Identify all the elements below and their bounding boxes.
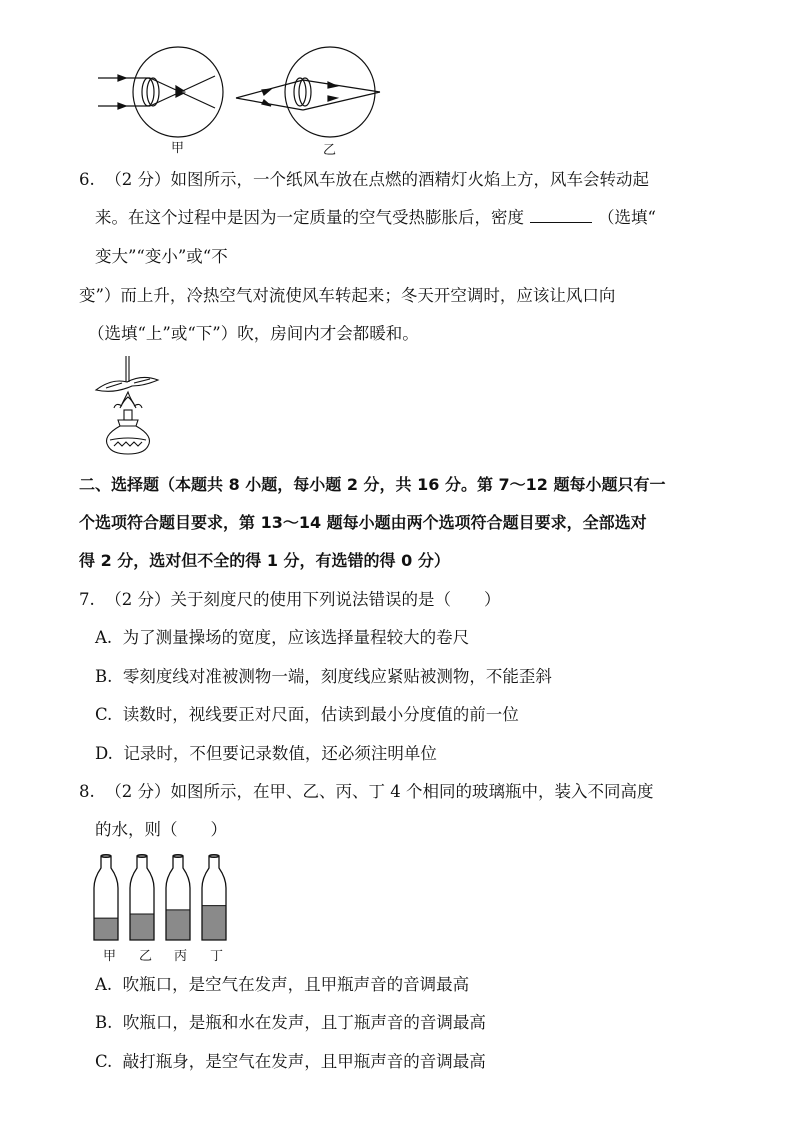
q6-line2-tail: （选填“ bbox=[598, 208, 656, 227]
pinwheel-lamp-figure bbox=[92, 352, 162, 460]
bottles-figure bbox=[88, 852, 248, 944]
q8-stem-line2: 的水，则（ ） bbox=[95, 820, 227, 839]
q7-option-a: A. 为了测量操场的宽度，应该选择量程较大的卷尺 bbox=[95, 628, 470, 647]
q7-stem: 7. （2 分）关于刻度尺的使用下列说法错误的是（ ） bbox=[79, 590, 501, 609]
bottle-ding bbox=[202, 855, 226, 941]
q8-stem-line1: 8. （2 分）如图所示，在甲、乙、丙、丁 4 个相同的玻璃瓶中，装入不同高度 bbox=[79, 782, 654, 801]
bottle-bing bbox=[166, 855, 190, 941]
q6-line5: （选填“上”或“下”）吹，房间内才会都暖和。 bbox=[88, 324, 419, 343]
q8-option-c: C. 敲打瓶身，是空气在发声，且甲瓶声音的音调最高 bbox=[95, 1052, 486, 1071]
bottle-water bbox=[130, 914, 154, 940]
bottle-water bbox=[94, 918, 118, 940]
bottle-water bbox=[202, 906, 226, 940]
q6-line2 bbox=[95, 208, 656, 228]
bottle-label-yi: 乙 bbox=[139, 949, 153, 964]
bottle-jia bbox=[94, 855, 118, 941]
q8-option-a: A. 吹瓶口，是空气在发声，且甲瓶声音的音调最高 bbox=[95, 975, 470, 994]
section2-heading-line2: 个选项符合题目要求，第 13～14 题每小题由两个选项符合题目要求，全部选对 bbox=[79, 513, 647, 532]
q7-option-c: C. 读数时，视线要正对尺面，估读到最小分度值的前一位 bbox=[95, 705, 519, 724]
eye-left-label: 甲 bbox=[171, 141, 185, 156]
eye-left-diagram bbox=[98, 47, 223, 137]
q6-line3: 变大”“变小”或“不 bbox=[95, 247, 228, 266]
bottle-water bbox=[166, 910, 190, 940]
eye-right-diagram bbox=[236, 47, 380, 137]
bottle-label-bing: 丙 bbox=[174, 949, 188, 964]
eye-right-label: 乙 bbox=[323, 143, 337, 158]
answer-blank bbox=[530, 208, 592, 223]
q8-option-b: B. 吹瓶口，是瓶和水在发声，且丁瓶声音的音调最高 bbox=[95, 1013, 486, 1032]
q6-line1: 6. （2 分）如图所示，一个纸风车放在点燃的酒精灯火焰上方，风车会转动起 bbox=[79, 170, 649, 189]
bottle-yi bbox=[130, 855, 154, 941]
bottle-label-ding: 丁 bbox=[210, 949, 224, 964]
q6-line2-text: 来。在这个过程中是因为一定质量的空气受热膨胀后，密度 bbox=[95, 208, 524, 227]
eye-diagrams-figure bbox=[90, 50, 390, 160]
q6-line4: 变”）而上升，冷热空气对流使风车转起来；冬天开空调时，应该让风口向 bbox=[79, 286, 616, 305]
q7-option-b: B. 零刻度线对准被测物一端，刻度线应紧贴被测物，不能歪斜 bbox=[95, 667, 552, 686]
section2-heading-line3: 得 2 分，选对但不全的得 1 分，有选错的得 0 分） bbox=[79, 551, 450, 570]
bottle-label-jia: 甲 bbox=[103, 949, 117, 964]
q7-option-d: D. 记录时，不但要记录数值，还必须注明单位 bbox=[95, 744, 437, 763]
section2-heading-line1: 二、选择题（本题共 8 小题，每小题 2 分，共 16 分。第 7～12 题每小题只有一 bbox=[79, 475, 666, 494]
